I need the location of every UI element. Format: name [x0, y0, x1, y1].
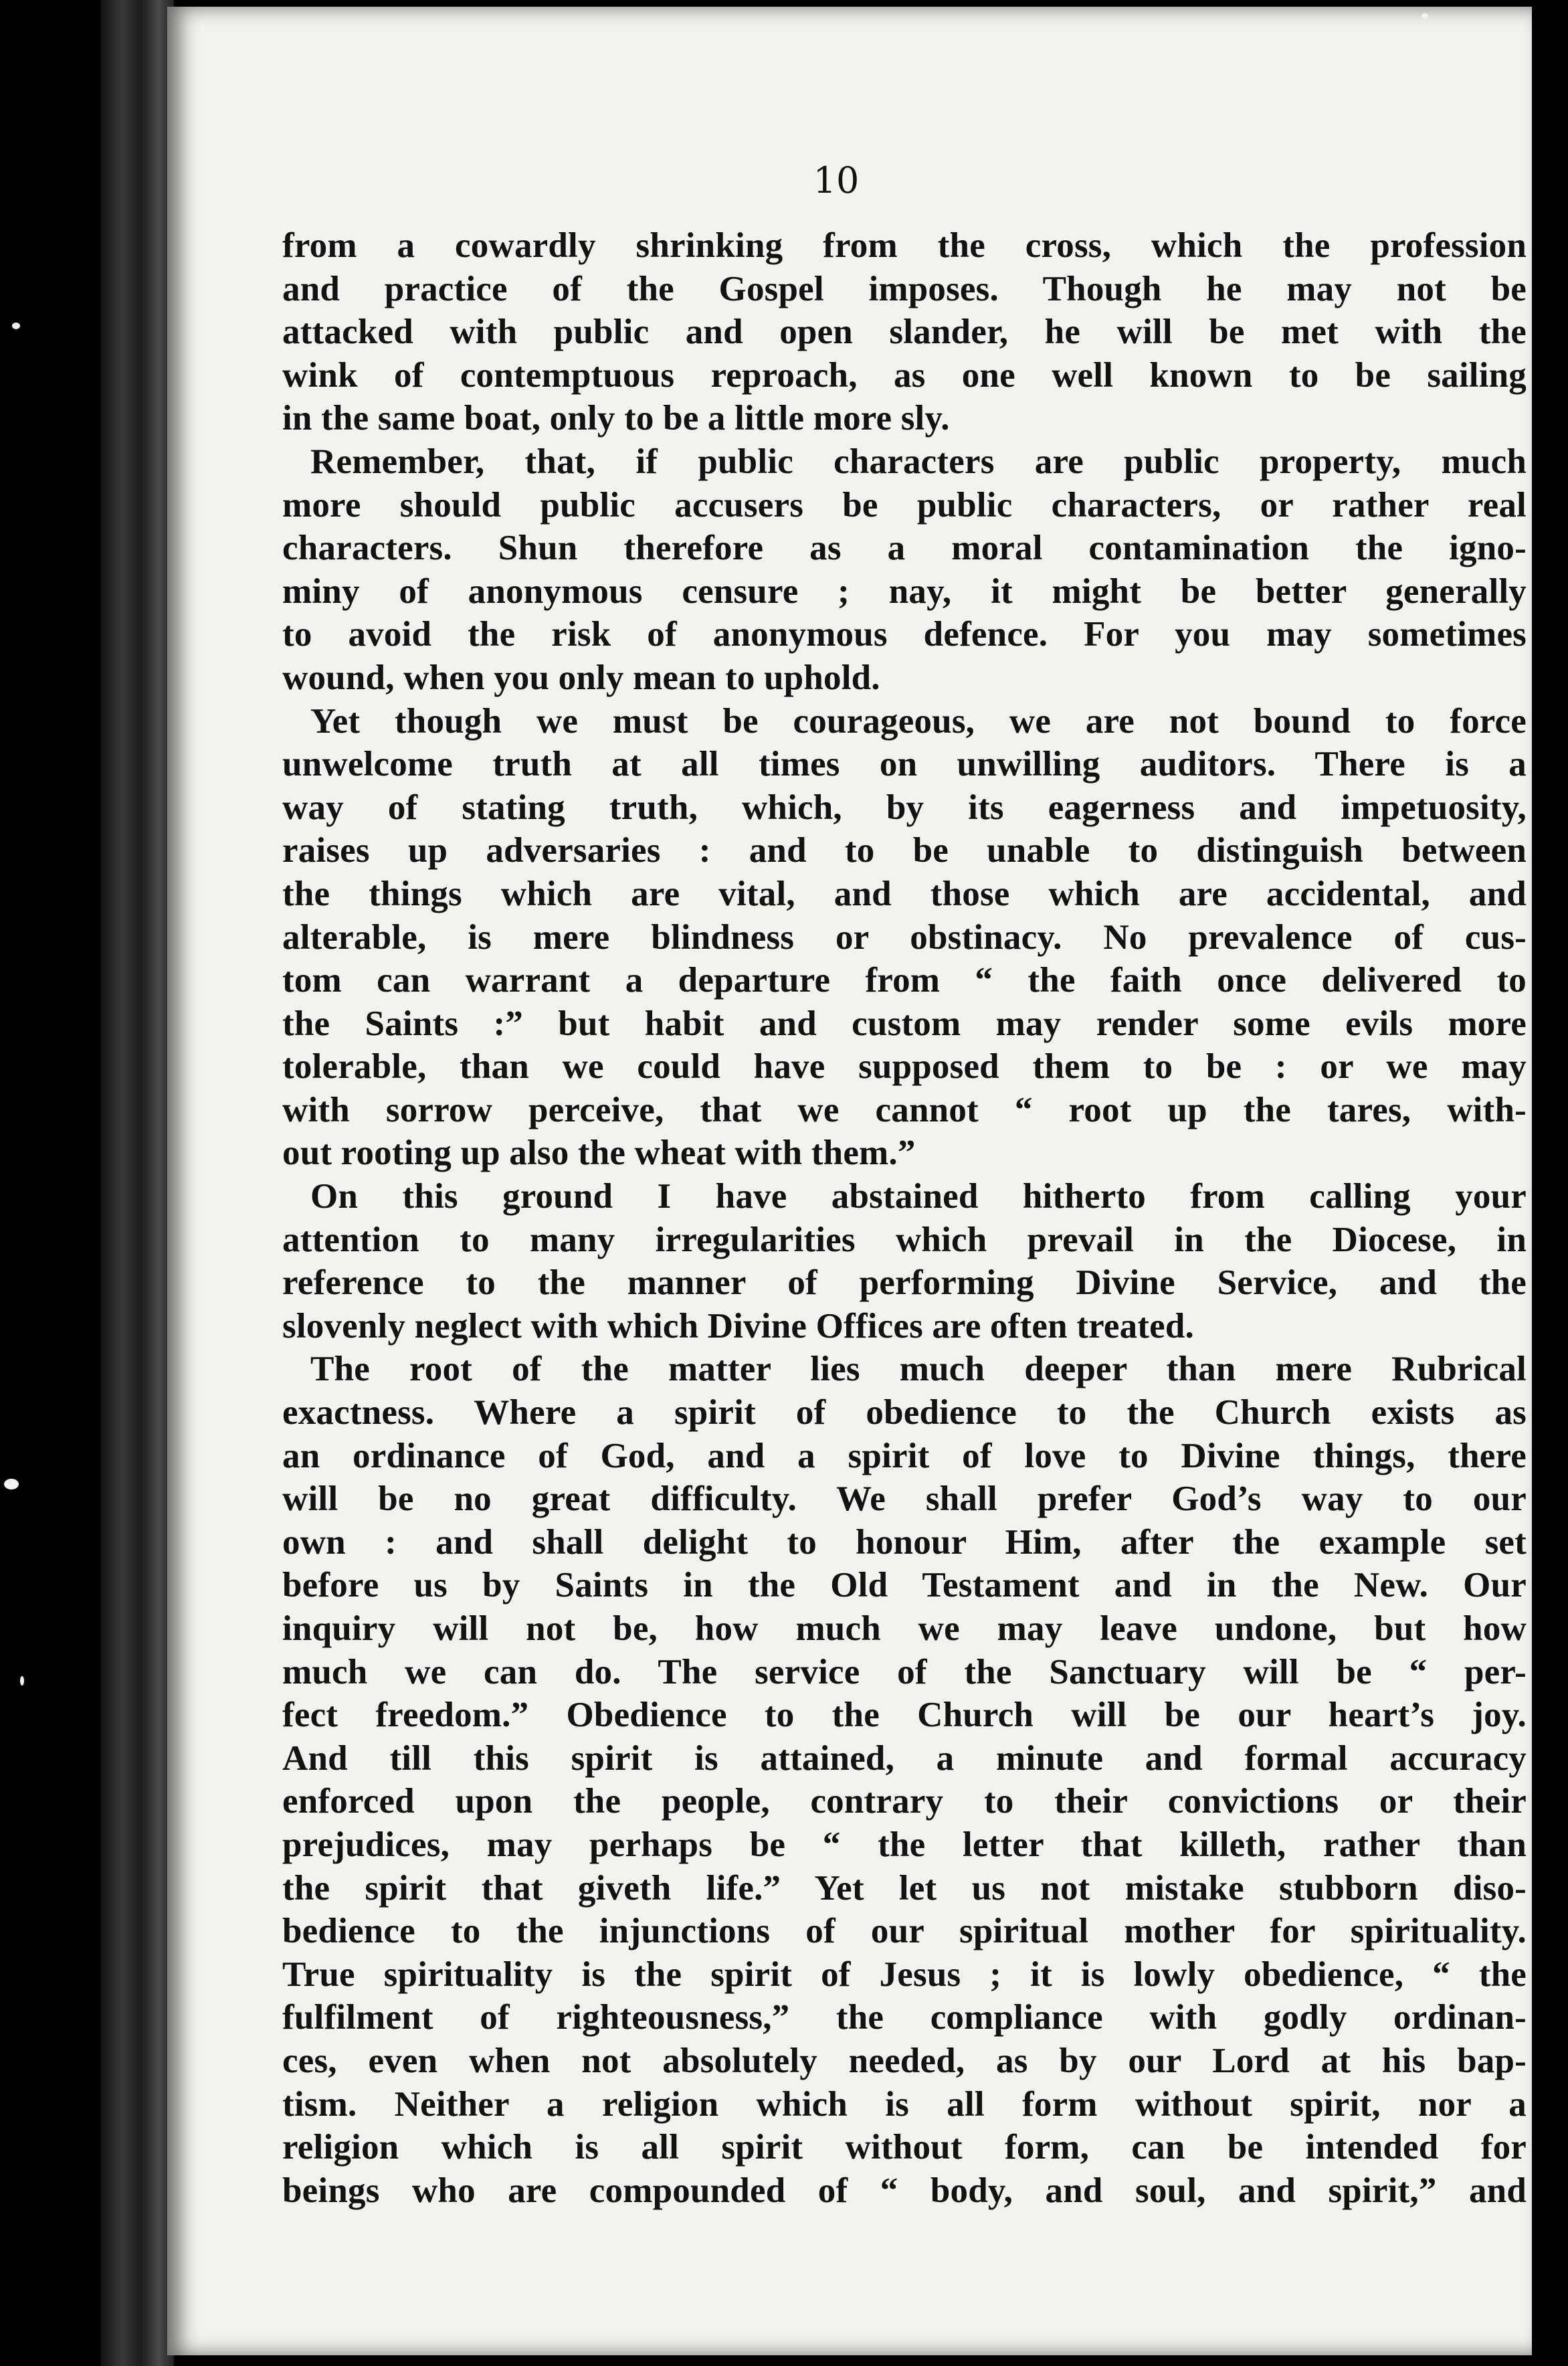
text-line: more should public accusers be public characters, or rather real — [282, 485, 1527, 525]
text-line: religion which is all spirit without form, can be intended for — [282, 2128, 1527, 2167]
book-page — [167, 7, 1532, 2355]
text-line: miny of anonymous censure ; nay, it might be better generally — [282, 571, 1527, 611]
text-line: reference to the manner of performing Divine Service, and the — [282, 1263, 1527, 1303]
text-line: the Saints :” but habit and custom may render some evils more — [282, 1004, 1527, 1043]
text-line: beings who are compounded of “ body, and soul, and spirit,” and — [282, 2171, 1527, 2210]
text-line: the things which are vital, and those which are accidental, and — [282, 874, 1527, 913]
text-line: enforced upon the people, contrary to their convictions or their — [282, 1782, 1527, 1821]
text-line: way of stating truth, which, by its eagerness and impetuosity, — [282, 788, 1527, 827]
text-line: wink of contemptuous reproach, as one well known to be sailing — [282, 355, 1527, 395]
text-line: characters. Shun therefore as a moral contamination the igno- — [282, 529, 1527, 568]
scan-speck — [1422, 13, 1428, 19]
text-line: much we can do. The service of the Sanctuary will be “ per- — [282, 1652, 1527, 1692]
text-line: an ordinance of God, and a spirit of love to Divine things, there — [282, 1436, 1527, 1475]
text-line: alterable, is mere blindness or obstinacy. No prevalence of cus- — [282, 917, 1527, 957]
text-line: before us by Saints in the Old Testament and in the New. Our — [282, 1566, 1527, 1605]
text-line: attention to many irregularities which prevail in the Diocese, in — [282, 1220, 1527, 1259]
text-line: tolerable, than we could have supposed them to be : or we may — [282, 1047, 1527, 1087]
text-line: The root of the matter lies much deeper than mere Rubrical — [310, 1350, 1527, 1389]
text-line: inquiry will not be, how much we may leave undone, but how — [282, 1609, 1527, 1648]
text-line: bedience to the injunctions of our spiritual mother for spirituality. — [282, 1912, 1527, 1951]
text-line: prejudices, may perhaps be “ the letter that killeth, rather than — [282, 1825, 1527, 1864]
text-line: slovenly neglect with which Divine Offices are often treated. — [282, 1306, 1194, 1346]
text-line: from a cowardly shrinking from the cross, which the profession — [282, 226, 1527, 265]
text-line: in the same boat, only to be a little more sly. — [282, 399, 950, 438]
text-line: will be no great difficulty. We shall prefer God’s way to our — [282, 1479, 1527, 1519]
text-line: attacked with public and open slander, he will be met with the — [282, 312, 1527, 352]
book-gutter — [100, 0, 174, 2366]
page-number: 10 — [813, 159, 860, 201]
text-line: Remember, that, if public characters are public property, much — [310, 442, 1527, 481]
text-line: tom can warrant a departure from “ the faith once delivered to — [282, 961, 1527, 1000]
text-line: and practice of the Gospel imposes. Though he may not be — [282, 269, 1527, 308]
text-line: raises up adversaries : and to be unable to distinguish between — [282, 831, 1527, 871]
text-line: out rooting up also the wheat with them.” — [282, 1133, 916, 1173]
text-line: with sorrow perceive, that we cannot “ root up the tares, with- — [282, 1090, 1527, 1129]
body-text — [282, 224, 1527, 2212]
text-line: tism. Neither a religion which is all form without spirit, nor a — [282, 2084, 1527, 2124]
text-line: And till this spirit is attained, a minute and formal accuracy — [282, 1738, 1527, 1778]
scan-speck — [4, 1479, 19, 1489]
text-line: True spirituality is the spirit of Jesus ; it is lowly obedience, “ the — [282, 1954, 1527, 1994]
scan-speck — [12, 323, 20, 329]
scan-speck — [20, 1676, 24, 1686]
text-line: to avoid the risk of anonymous defence. For you may sometimes — [282, 615, 1527, 654]
text-line: On this ground I have abstained hitherto from calling your — [310, 1177, 1527, 1216]
text-line: fect freedom.” Obedience to the Church will be our heart’s joy. — [282, 1696, 1527, 1735]
text-line: fulfilment of righteousness,” the compliance with godly ordinan- — [282, 1998, 1527, 2037]
text-line: wound, when you only mean to uphold. — [282, 658, 880, 697]
text-line: exactness. Where a spirit of obedience to the Church exists as — [282, 1393, 1527, 1433]
text-line: own : and shall delight to honour Him, after the example set — [282, 1522, 1527, 1562]
text-line: Yet though we must be courageous, we are not bound to force — [310, 701, 1527, 741]
text-line: ces, even when not absolutely needed, as by our Lord at his bap- — [282, 2041, 1527, 2080]
text-line: the spirit that giveth life.” Yet let us not mistake stubborn diso- — [282, 1868, 1527, 1908]
text-line: unwelcome truth at all times on unwilling auditors. There is a — [282, 745, 1527, 784]
